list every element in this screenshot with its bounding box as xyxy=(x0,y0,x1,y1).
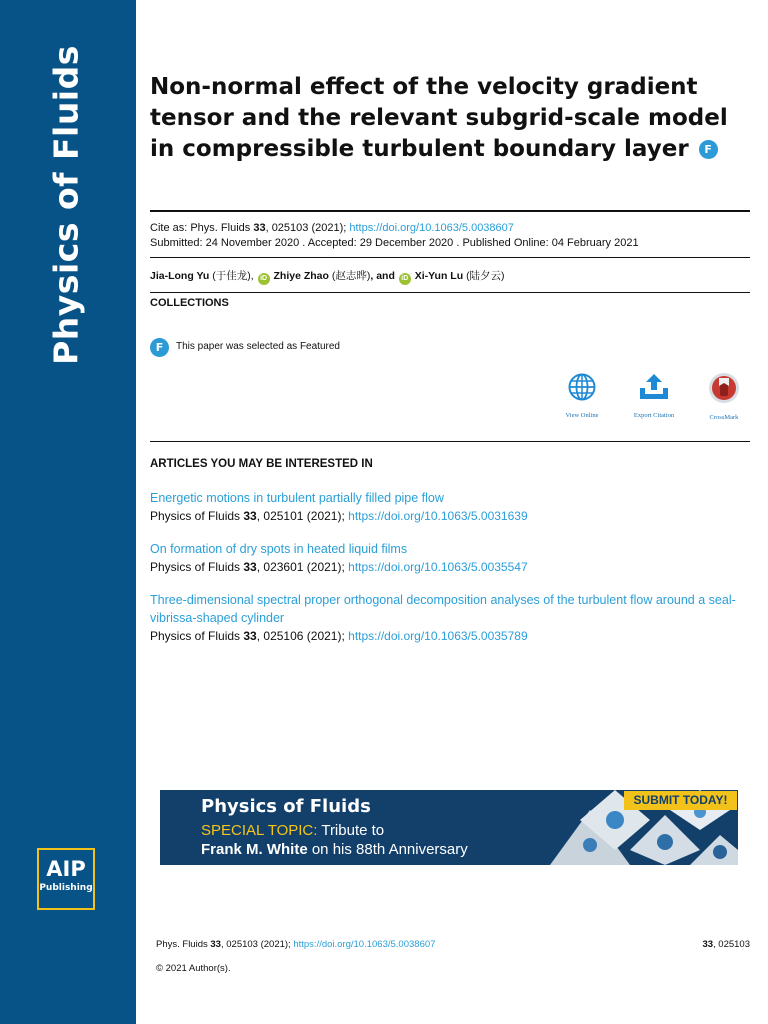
footer-doi-link[interactable]: https://doi.org/10.1063/5.0038607 xyxy=(293,939,436,950)
journal-name: Physics of Fluids xyxy=(46,45,86,365)
banner-journal: Physics of Fluids xyxy=(201,796,371,817)
author-name[interactable]: Xi-Yun Lu xyxy=(414,270,464,282)
logo-sub-text: Publishing xyxy=(39,883,93,893)
view-online-label: View Online xyxy=(565,412,599,419)
related-article-title[interactable]: Energetic motions in turbulent partially filled pipe flow xyxy=(150,491,444,505)
related-article-cite: Physics of Fluids 33, 025106 (2021); https://doi.org/10.1063/5.0035789 xyxy=(150,629,528,643)
logo-main-text: AIP xyxy=(46,857,86,881)
featured-icon[interactable]: F xyxy=(699,140,718,159)
related-article xyxy=(150,591,750,645)
article-doi-link[interactable]: https://doi.org/10.1063/5.0038607 xyxy=(349,222,514,234)
crossmark-button[interactable] xyxy=(694,372,754,421)
crossmark-label: CrossMark xyxy=(709,414,739,421)
related-article-cite: Physics of Fluids 33, 023601 (2021); https://doi.org/10.1063/5.0035547 xyxy=(150,560,528,574)
export-icon xyxy=(637,372,671,402)
related-articles-heading: ARTICLES YOU MAY BE INTERESTED IN xyxy=(150,458,373,470)
view-online-button[interactable] xyxy=(552,372,612,419)
title-divider xyxy=(150,210,750,212)
related-article-doi[interactable]: https://doi.org/10.1063/5.0035547 xyxy=(348,560,528,574)
footer-citation: Phys. Fluids 33, 025103 (2021); https://doi.org/10.1063/5.0038607 xyxy=(156,939,436,950)
orcid-icon[interactable]: iD xyxy=(399,273,411,285)
featured-notice xyxy=(150,338,340,357)
author-name[interactable]: Jia-Long Yu xyxy=(150,270,210,282)
cite-as-line: Cite as: Phys. Fluids 33, 025103 (2021); https://doi.org/10.1063/5.0038607 xyxy=(150,222,514,234)
article-title[interactable]: Non-normal effect of the velocity gradient tensor and the relevant subgrid-scale model in compressible turbulent boundary layer F xyxy=(150,74,728,162)
related-article-title[interactable]: Three-dimensional spectral proper orthogonal decomposition analyses of the turbulent flow around a seal-vibrissa-shaped cylinder xyxy=(150,593,736,625)
dates-line: Submitted: 24 November 2020 . Accepted: 29 December 2020 . Published Online: 04 February 2021 xyxy=(150,237,639,249)
author-name[interactable]: Zhiye Zhao xyxy=(273,270,329,282)
related-article xyxy=(150,489,750,525)
author-list: Jia-Long Yu (于佳龙), iD Zhiye Zhao (赵志晔), and iD Xi-Yun Lu (陆夕云) xyxy=(150,268,505,285)
tools-divider xyxy=(150,441,750,442)
banner-honoree: Frank M. White on his 88th Anniversary xyxy=(201,841,468,858)
footer-page-number: 33, 025103 xyxy=(702,939,750,950)
collections-heading: COLLECTIONS xyxy=(150,297,229,309)
export-citation-button[interactable] xyxy=(624,372,684,419)
globe-icon xyxy=(567,372,597,402)
related-article-cite: Physics of Fluids 33, 025101 (2021); https://doi.org/10.1063/5.0031639 xyxy=(150,509,528,523)
orcid-icon[interactable]: iD xyxy=(258,273,270,285)
journal-sidebar xyxy=(0,0,136,1024)
submit-today-button[interactable]: SUBMIT TODAY! xyxy=(624,791,737,810)
special-topic-banner[interactable] xyxy=(160,790,738,865)
banner-special-topic: SPECIAL TOPIC: Tribute to xyxy=(201,822,385,839)
related-article-doi[interactable]: https://doi.org/10.1063/5.0035789 xyxy=(348,629,528,643)
related-article-doi[interactable]: https://doi.org/10.1063/5.0031639 xyxy=(348,509,528,523)
crossmark-icon xyxy=(708,372,740,404)
featured-icon[interactable]: F xyxy=(150,338,169,357)
export-citation-label: Export Citation xyxy=(633,412,675,419)
copyright-notice: © 2021 Author(s). xyxy=(156,963,231,974)
related-article-title[interactable]: On formation of dry spots in heated liquid films xyxy=(150,542,408,556)
aip-publishing-logo[interactable] xyxy=(37,848,95,910)
meta-divider xyxy=(150,257,750,258)
featured-text: This paper was selected as Featured xyxy=(176,341,340,352)
authors-divider xyxy=(150,292,750,293)
related-article xyxy=(150,540,750,576)
